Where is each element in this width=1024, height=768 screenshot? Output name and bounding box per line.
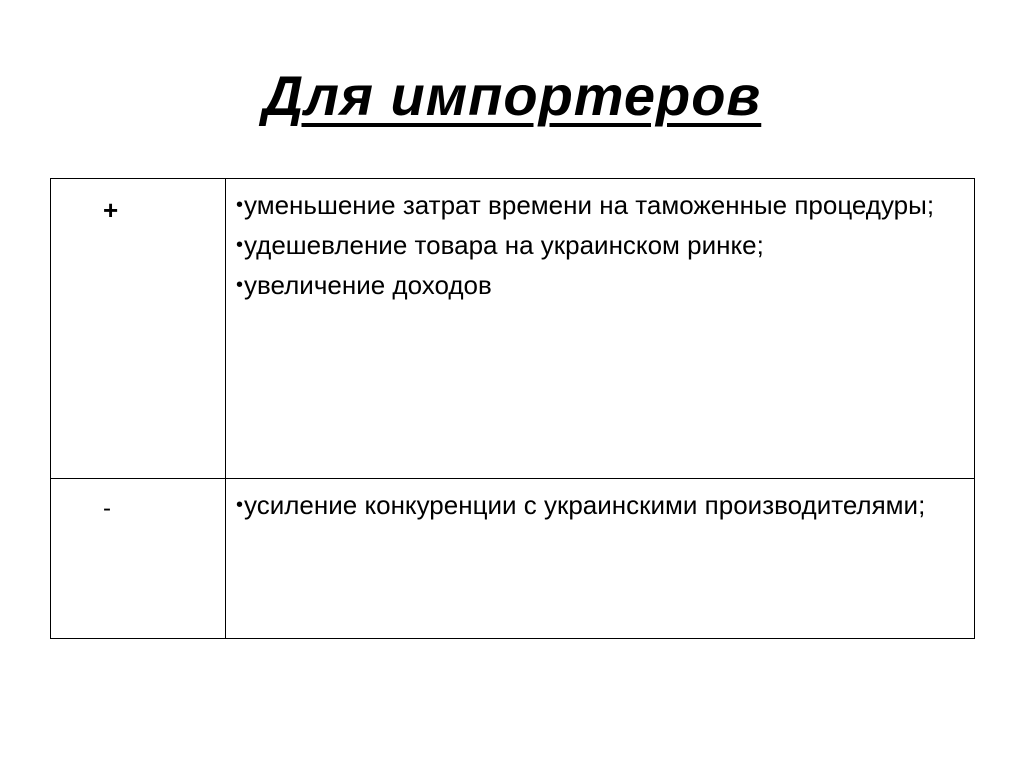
list-item <box>236 227 964 267</box>
list-item <box>236 187 964 227</box>
bullet-icon: • <box>236 274 244 296</box>
list-item <box>236 487 964 527</box>
minus-sign: - <box>103 495 111 522</box>
bullet-icon: • <box>236 234 244 256</box>
items-cell-cons <box>226 479 975 639</box>
items-cell-pros <box>226 179 975 479</box>
plus-sign: + <box>103 195 119 225</box>
table-row-pros <box>51 179 975 479</box>
bullet-icon: • <box>236 494 244 516</box>
slide-title: Для импортеров <box>262 64 762 127</box>
list-item-text: усиление конкуренции с украинскими производителями; <box>244 490 926 520</box>
table-row-cons <box>51 479 975 639</box>
pros-cons-table <box>50 178 975 639</box>
sign-cell-plus <box>51 179 226 479</box>
bullet-icon: • <box>236 194 244 216</box>
list-item-text: увеличение доходов <box>244 270 492 300</box>
list-item-text: удешевление товара на украинском ринке; <box>244 230 764 260</box>
list-item-text: уменьшение затрат времени на таможенные процедуры; <box>244 190 935 220</box>
sign-cell-minus <box>51 479 226 639</box>
list-item <box>236 267 964 307</box>
